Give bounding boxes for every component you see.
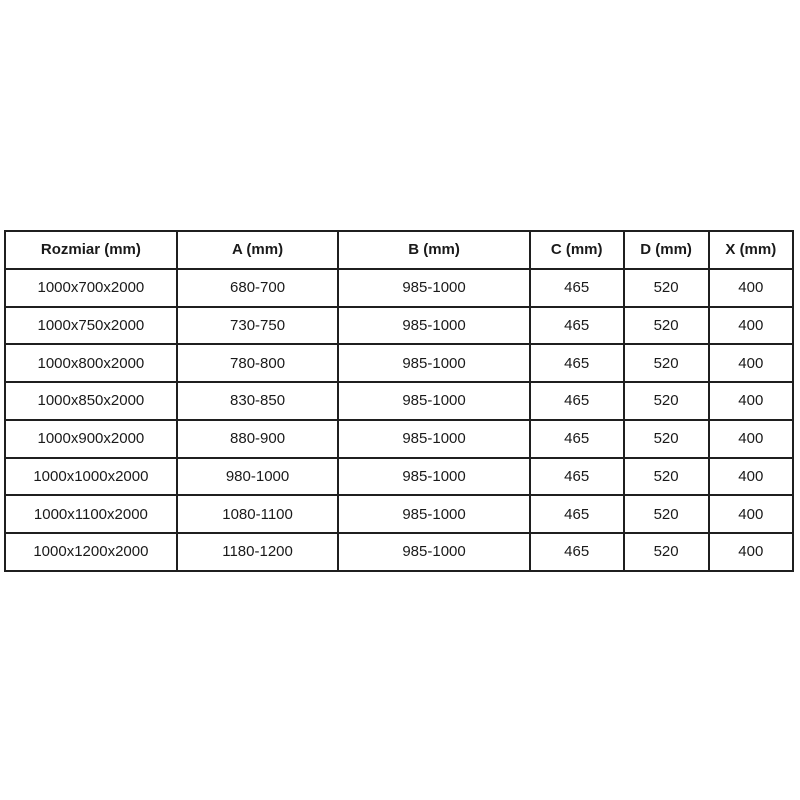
- table-row: [5, 533, 793, 571]
- dimensions-spec-table: [4, 230, 794, 572]
- table-cell: 1000x850x2000: [5, 382, 177, 420]
- table-row: [5, 458, 793, 496]
- table-row: [5, 495, 793, 533]
- table-cell: 520: [624, 458, 709, 496]
- column-header: D (mm): [624, 231, 709, 269]
- column-header: B (mm): [338, 231, 529, 269]
- table-cell: 465: [530, 382, 624, 420]
- table-cell: 520: [624, 307, 709, 345]
- table-cell: 520: [624, 533, 709, 571]
- table-cell: 985-1000: [338, 420, 529, 458]
- table-cell: 680-700: [177, 269, 339, 307]
- table-cell: 1000x1100x2000: [5, 495, 177, 533]
- table-cell: 985-1000: [338, 269, 529, 307]
- table-cell: 1000x900x2000: [5, 420, 177, 458]
- table-cell: 400: [709, 382, 793, 420]
- table-cell: 400: [709, 269, 793, 307]
- column-header: Rozmiar (mm): [5, 231, 177, 269]
- table-cell: 985-1000: [338, 495, 529, 533]
- table-cell: 520: [624, 269, 709, 307]
- table-cell: 465: [530, 307, 624, 345]
- table-cell: 1000x750x2000: [5, 307, 177, 345]
- table-cell: 980-1000: [177, 458, 339, 496]
- table-cell: 1080-1100: [177, 495, 339, 533]
- table-row: [5, 344, 793, 382]
- table-row: [5, 382, 793, 420]
- table-cell: 465: [530, 533, 624, 571]
- column-header: C (mm): [530, 231, 624, 269]
- table-cell: 1000x800x2000: [5, 344, 177, 382]
- table-cell: 400: [709, 533, 793, 571]
- table-cell: 985-1000: [338, 344, 529, 382]
- table-cell: 400: [709, 495, 793, 533]
- table-cell: 400: [709, 420, 793, 458]
- table-cell: 830-850: [177, 382, 339, 420]
- table-cell: 520: [624, 344, 709, 382]
- header-row: [5, 231, 793, 269]
- table-cell: 780-800: [177, 344, 339, 382]
- table-cell: 730-750: [177, 307, 339, 345]
- table-cell: 520: [624, 420, 709, 458]
- table-cell: 985-1000: [338, 533, 529, 571]
- column-header: A (mm): [177, 231, 339, 269]
- table-cell: 1000x1200x2000: [5, 533, 177, 571]
- table-cell: 400: [709, 458, 793, 496]
- table-cell: 1180-1200: [177, 533, 339, 571]
- table-body: [5, 269, 793, 571]
- table-cell: 465: [530, 269, 624, 307]
- table-row: [5, 269, 793, 307]
- column-header: X (mm): [709, 231, 793, 269]
- table-cell: 520: [624, 382, 709, 420]
- table-row: [5, 420, 793, 458]
- table-cell: 400: [709, 307, 793, 345]
- table-cell: 1000x1000x2000: [5, 458, 177, 496]
- table-cell: 985-1000: [338, 458, 529, 496]
- table-cell: 465: [530, 420, 624, 458]
- table-cell: 400: [709, 344, 793, 382]
- table-cell: 880-900: [177, 420, 339, 458]
- table-cell: 1000x700x2000: [5, 269, 177, 307]
- table-cell: 465: [530, 495, 624, 533]
- table-cell: 465: [530, 344, 624, 382]
- table-row: [5, 307, 793, 345]
- table-header: [5, 231, 793, 269]
- table-cell: 520: [624, 495, 709, 533]
- table-cell: 465: [530, 458, 624, 496]
- table-cell: 985-1000: [338, 382, 529, 420]
- table-cell: 985-1000: [338, 307, 529, 345]
